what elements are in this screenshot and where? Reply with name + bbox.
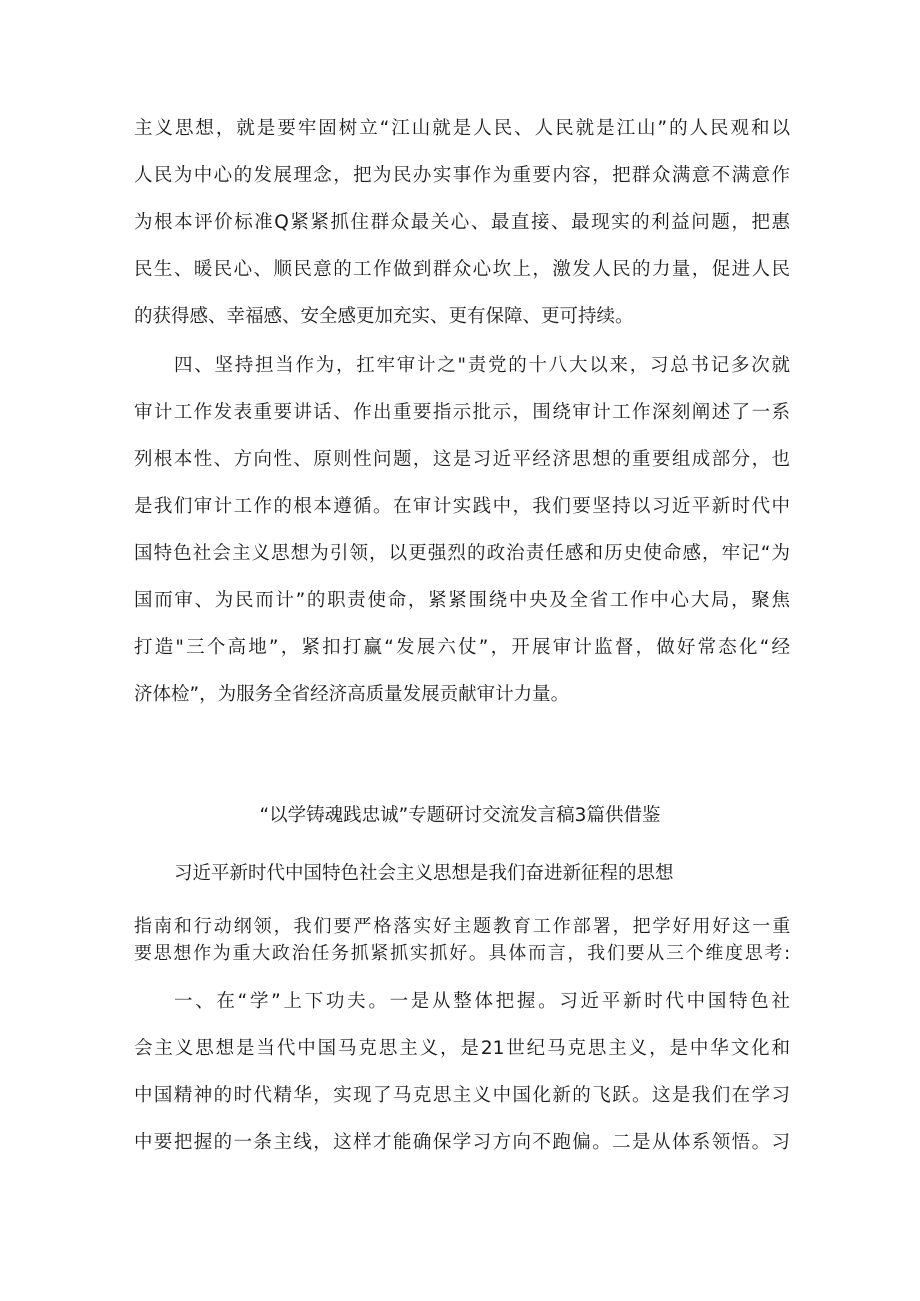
paragraph-line: 中国精神的时代精华，实现了马克思主义中国化新的飞跃。这是我们在学习 xyxy=(134,1085,790,1106)
paragraph-line: 民生、暖民心、顺民意的工作做到群众心坎上，激发人民的力量，促进人民 xyxy=(134,259,790,280)
paragraph-line: 一、在“学”上下功夫。一是从整体把握。习近平新时代中国特色社 xyxy=(174,991,790,1012)
paragraph-line: 的获得感、幸福感、安全感更加充实、更有保障、更可持续。 xyxy=(134,306,634,327)
paragraph-line: 中要把握的一条主线，这样才能确保学习方向不跑偏。二是从体系领悟。习 xyxy=(134,1132,790,1153)
paragraph-line: 打造"三个高地”，紧扣打赢“发展六仗”，开展审计监督，做好常态化“经 xyxy=(134,637,790,658)
paragraph-line: 济体检”，为服务全省经济高质量发展贡献审计力量。 xyxy=(134,684,570,705)
paragraph-line: 为根本评价标准Q紧紧抓住群众最关心、最直接、最现实的利益问题，把惠 xyxy=(134,212,790,233)
paragraph-line: 主义思想，就是要牢固树立“江山就是人民、人民就是江山”的人民观和以 xyxy=(134,118,790,139)
paragraph-line: 习近平新时代中国特色社会主义思想是我们奋进新征程的思想 xyxy=(174,863,674,884)
paragraph-line: 审计工作发表重要讲话、作出重要指示批示，围绕审计工作深刻阐述了一系 xyxy=(134,402,790,423)
paragraph-line: 会主义思想是当代中国马克思主义，是21世纪马克思主义，是中华文化和 xyxy=(134,1038,790,1059)
paragraph-line: 国而审、为民而计”的职责使命，紧紧围绕中央及全省工作中心大局，聚焦 xyxy=(134,590,790,611)
paragraph-line: 国特色社会主义思想为引领，以更强烈的政治责任感和历史使命感，牢记“为 xyxy=(134,543,790,564)
paragraph-line: 要思想作为重大政治任务抓紧抓实抓好。具体而言，我们要从三个维度思考: xyxy=(134,943,790,964)
paragraph-line: 指南和行动纲领，我们要严格落实好主题教育工作部署，把学好用好这一重 xyxy=(134,916,790,937)
paragraph-line: 四、坚持担当作为，扛牢审计之"责党的十八大以来，习总书记多次就 xyxy=(174,355,790,376)
article-title: “以学铸魂践忠诚”专题研讨交流发言稿3篇供借鉴 xyxy=(259,805,661,826)
paragraph-line: 列根本性、方向性、原则性问题，这是习近平经济思想的重要组成部分，也 xyxy=(134,449,790,470)
paragraph-line: 人民为中心的发展理念，把为民办实事作为重要内容，把群众满意不满意作 xyxy=(134,165,790,186)
paragraph-line: 是我们审计工作的根本遵循。在审计实践中，我们要坚持以习近平新时代中 xyxy=(134,496,790,517)
